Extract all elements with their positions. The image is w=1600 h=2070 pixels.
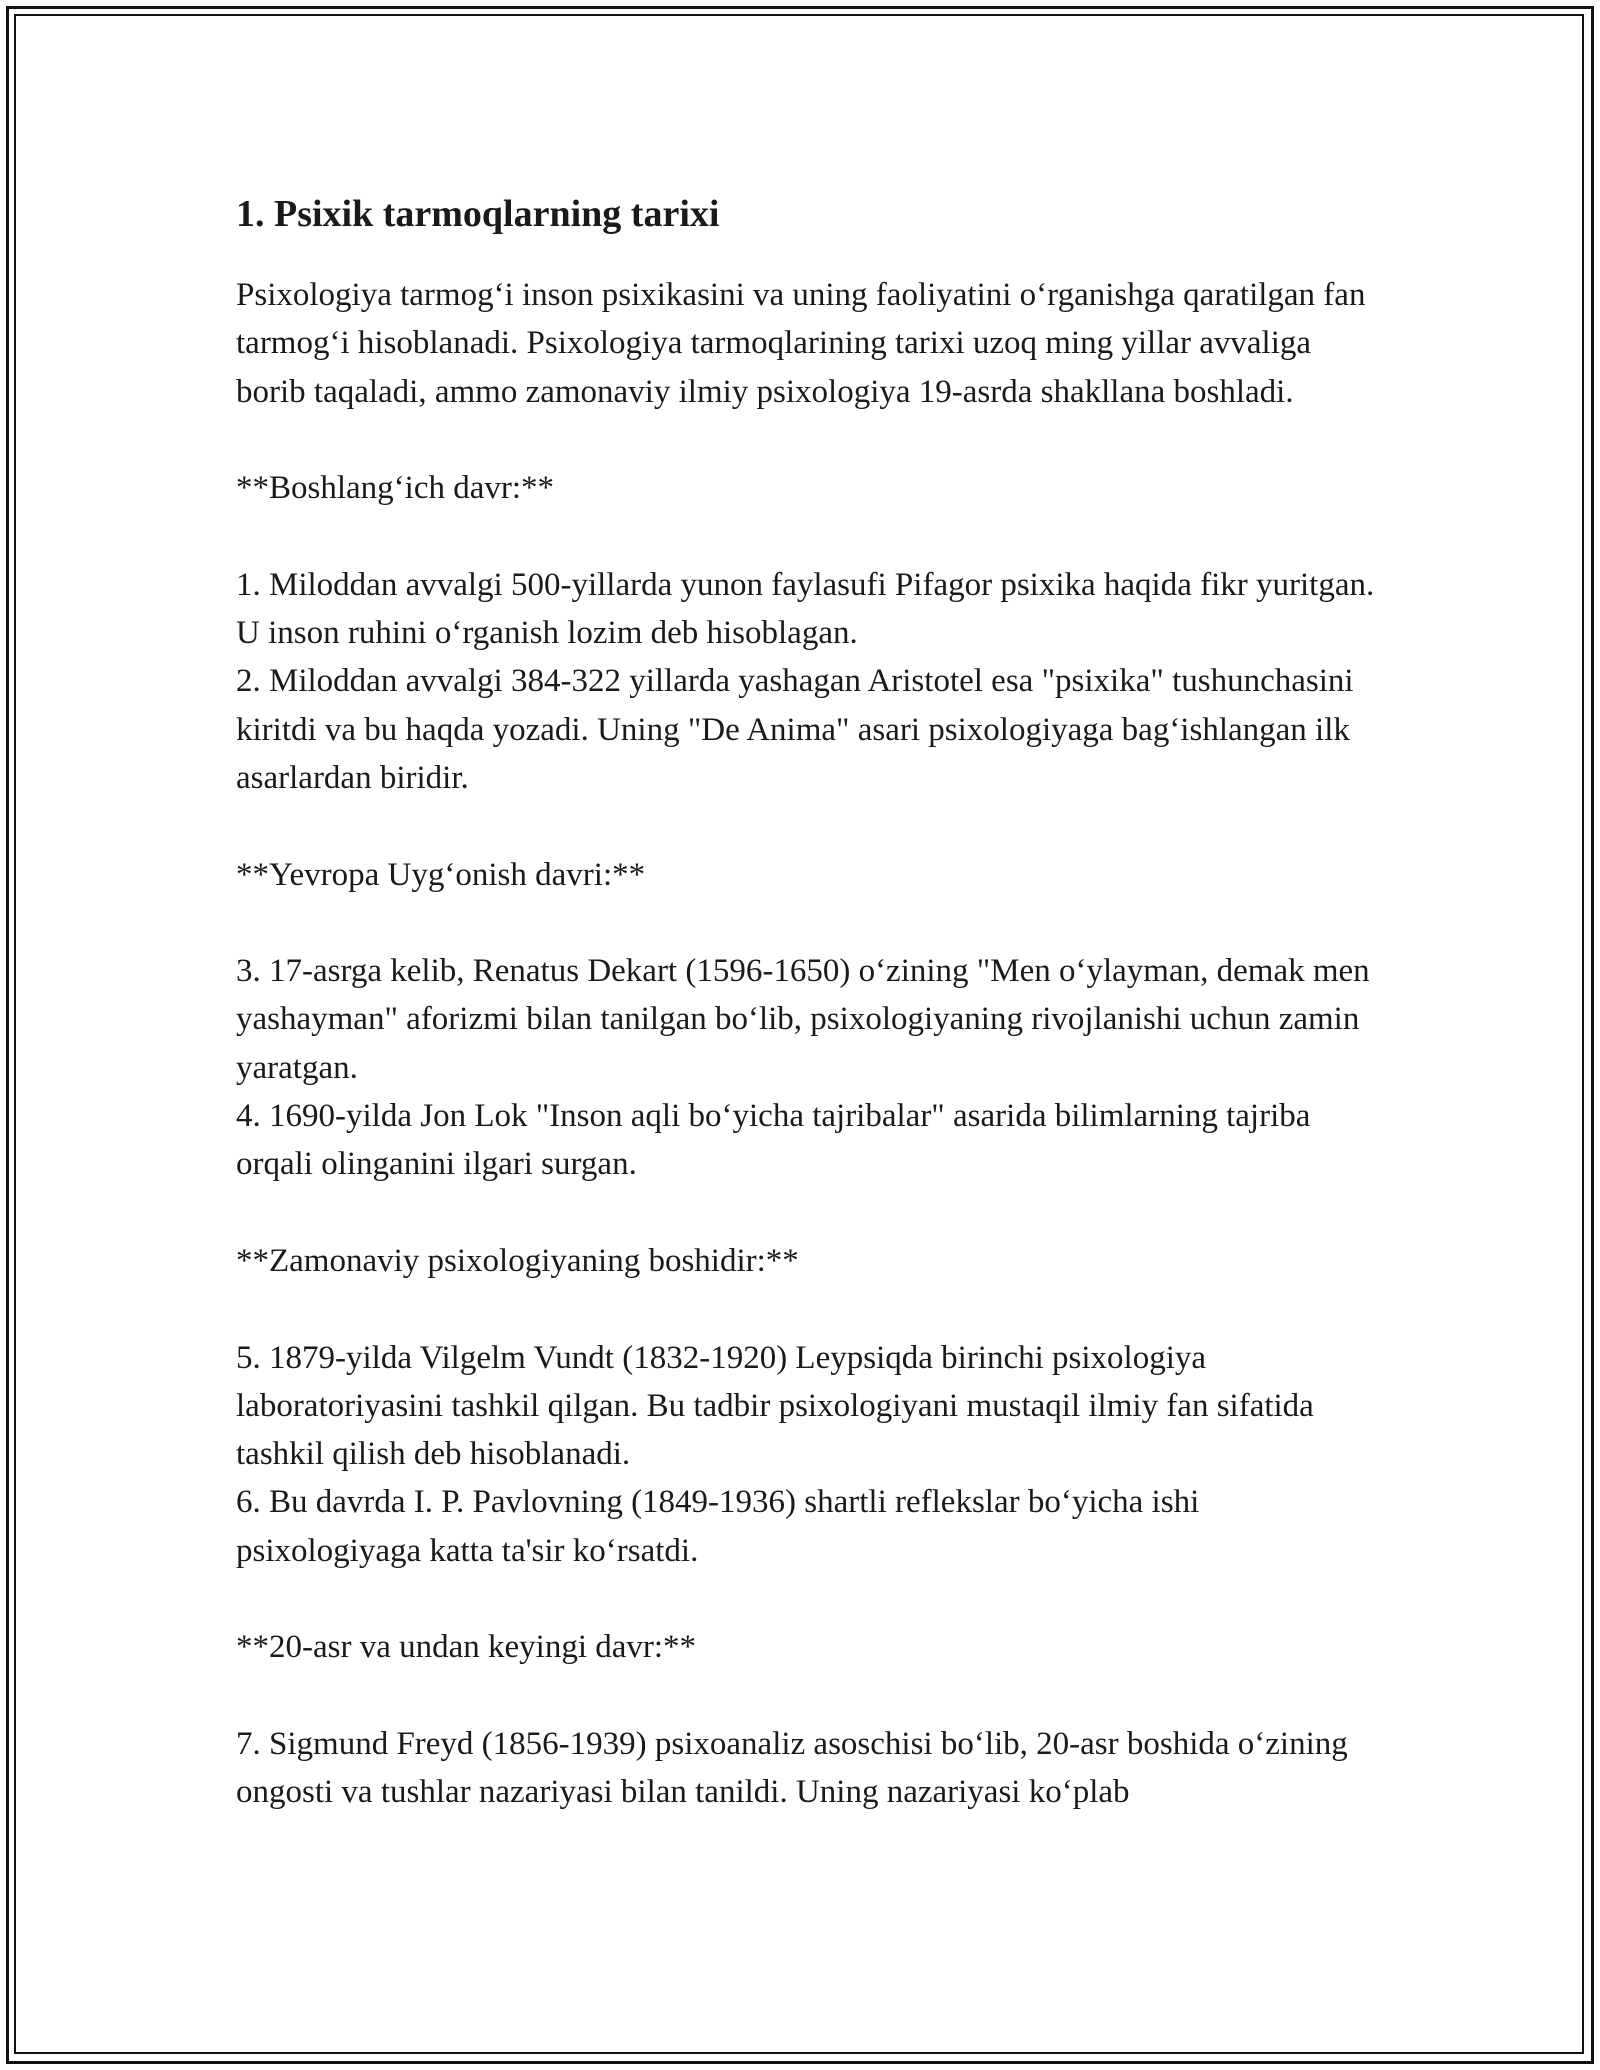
list-item: 3. 17-asrga kelib, Renatus Dekart (1596-1650) o‘zining "Men o‘ylayman, demak men yashayman" aforizmi bilan tanilgan bo‘lib, psixologiyaning rivojlanishi uchun zamin yaratgan. <box>236 953 1378 1086</box>
intro-paragraph: Psixologiya tarmog‘i inson psixikasini va uning faoliyatini o‘rganishga qaratilgan fan tarmog‘i hisoblanadi. Psixologiya tarmoqlarining tarixi uzoq ming yillar avvaliga borib taqaladi, ammo zamonaviy ilmiy psixologiya 19-asrda shakllana boshladi. <box>236 277 1374 410</box>
list-item: 6. Bu davrda I. P. Pavlovning (1849-1936) shartli reflekslar bo‘yicha ishi psixologiyaga katta ta'sir ko‘rsatdi. <box>236 1484 1208 1569</box>
list-item: 4. 1690-yilda Jon Lok "Inson aqli bo‘yicha tajribalar" asarida bilimlarning tajriba orqali olinganini ilgari surgan. <box>236 1098 1319 1183</box>
list-item: 2. Miloddan avvalgi 384-322 yillarda yashagan Aristotel esa "psixika" tushunchasini kiritdi va bu haqda yozadi. Uning "De Anima" asari psixologiyaga bag‘ishlangan ilk asarlardan biridir. <box>236 663 1362 796</box>
section-heading-modern-psychology: **Zamonaviy psixologiyaning boshidir:** <box>236 1242 799 1279</box>
section-heading-20th-century: **20-asr va undan keyingi davr:** <box>236 1629 697 1666</box>
document-title: 1. Psixik tarmoqlarning tarixi <box>236 193 720 235</box>
list-item: 7. Sigmund Freyd (1856-1939) psixoanaliz asoschisi bo‘lib, 20-asr boshida o‘zining ongosti va tushlar nazariyasi bilan tanildi. Uning nazariyasi ko‘plab <box>236 1725 1357 1811</box>
section-heading-initial-period: **Boshlang‘ich davr:** <box>236 470 555 507</box>
section-heading-renaissance: **Yevropa Uyg‘onish davri:** <box>236 856 646 893</box>
document-body <box>236 185 1383 1817</box>
list-item: 5. 1879-yilda Vilgelm Vundt (1832-1920) Leypsiqda birinchi psixologiya laboratoriyasini tashkil qilgan. Bu tadbir psixologiyani mustaqil ilmiy fan sifatida tashkil qilish deb hisoblanadi. <box>236 1339 1323 1473</box>
list-item: 1. Miloddan avvalgi 500-yillarda yunon faylasufi Pifagor psixika haqida fikr yuritgan. U inson ruhini o‘rganish lozim deb hisoblagan. <box>236 566 1383 652</box>
